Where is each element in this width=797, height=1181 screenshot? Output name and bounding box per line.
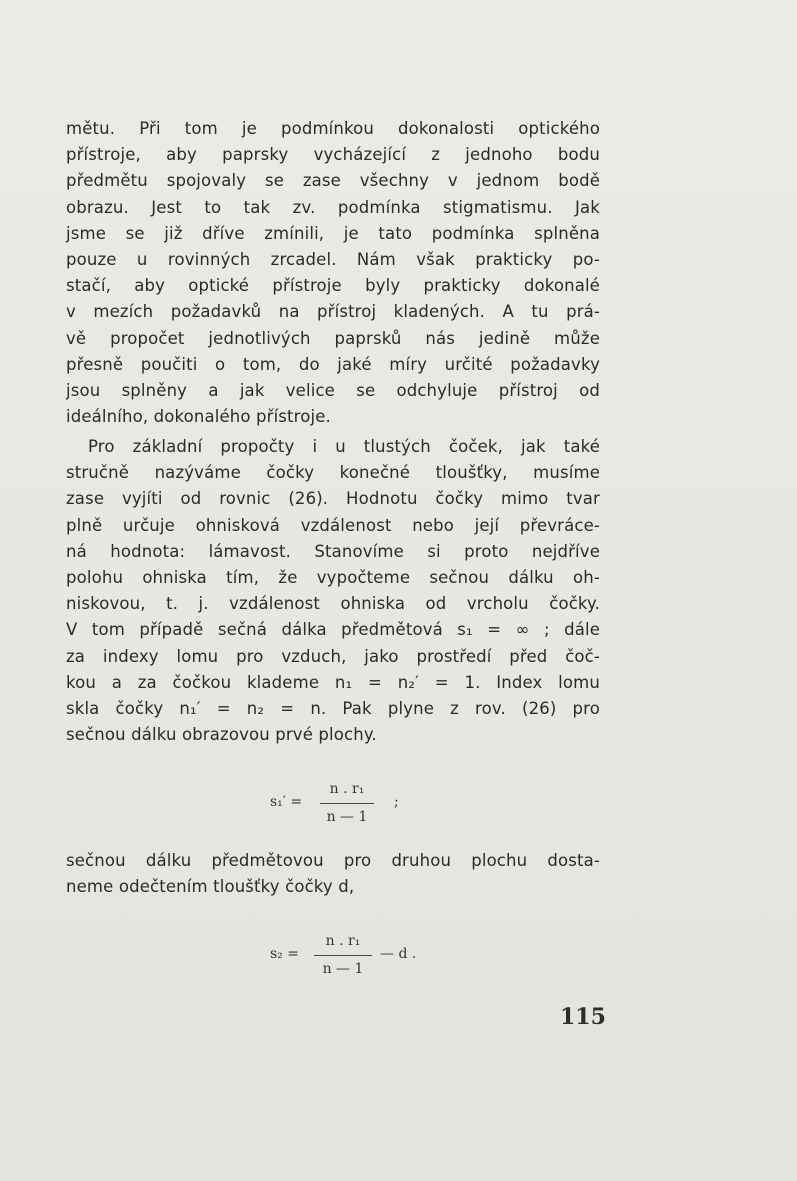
text-line: Pro základní propočty i u tlustých čoček, jak také	[88, 437, 600, 456]
text-line: ná hodnota: lámavost. Stanovíme si proto nejdříve	[66, 541, 600, 561]
text-line: přístroje, aby paprsky vycházející z jednoho bodu	[66, 145, 600, 165]
text-line: sečnou dálku předmětovou pro druhou plochu dosta-	[66, 851, 600, 870]
formula-denominator: n — 1	[322, 961, 364, 977]
text-line: mětu. Při tom je podmínkou dokonalosti optického	[66, 119, 600, 138]
formula-lhs: s₂ =	[270, 946, 299, 962]
text-line: v mezích požadavků na přístroj kladených. A tu prá-	[66, 302, 600, 322]
text-line: zase vyjíti od rovnic (26). Hodnotu čočky mimo tvar	[66, 489, 600, 509]
paragraph-3	[66, 848, 600, 900]
fraction-bar	[320, 803, 374, 804]
formula-denominator: n — 1	[326, 809, 368, 825]
text-line: polohu ohniska tím, že vypočteme sečnou dálku oh-	[66, 568, 600, 588]
text-line: vě propočet jednotlivých paprsků nás jedině může	[66, 328, 600, 348]
text-line: předmětu spojovaly se zase všechny v jednom bodě	[66, 171, 600, 191]
formula-numerator: n . r₁	[329, 781, 365, 797]
text-line: V tom případě sečná dálka předmětová s₁ = ∞ ; dále	[66, 620, 600, 640]
text-line: stručně nazýváme čočky konečné tloušťky, musíme	[66, 463, 600, 483]
text-line: stačí, aby optické přístroje byly prakticky dokonalé	[66, 276, 600, 296]
fraction-bar	[314, 955, 372, 956]
text-line: skla čočky n₁′ = n₂ = n. Pak plyne z rov. (26) pro	[66, 699, 600, 719]
text-line: ideálního, dokonalého přístroje.	[66, 407, 331, 427]
formula-numerator: n . r₁	[325, 933, 361, 949]
page-number: 115	[560, 1004, 606, 1030]
text-line: pouze u rovinných zrcadel. Nám však prakticky po-	[66, 250, 600, 270]
text-line: kou a za čočkou klademe n₁ = n₂′ = 1. Index lomu	[66, 672, 600, 692]
formula-2	[270, 930, 450, 986]
text-line: přesně poučiti o tom, do jaké míry určité požadavky	[66, 354, 600, 374]
paragraph-2	[66, 434, 600, 748]
formula-lhs: s₁′ =	[270, 794, 303, 810]
paragraph-1	[66, 116, 600, 430]
text-line: neme odečtením tloušťky čočky d,	[66, 877, 355, 897]
text-line: jsme se již dříve zmínili, je tato podmínka splněna	[66, 223, 600, 243]
text-line: obrazu. Jest to tak zv. podmínka stigmatismu. Jak	[66, 197, 600, 217]
text-line: jsou splněny a jak velice se odchyluje přístroj od	[66, 381, 600, 401]
formula-suffix: — d .	[380, 946, 417, 962]
formula-suffix: ;	[394, 794, 399, 810]
text-line: plně určuje ohnisková vzdálenost nebo její převráce-	[66, 515, 600, 535]
text-line: niskovou, t. j. vzdálenost ohniska od vrcholu čočky.	[66, 594, 600, 614]
text-line: sečnou dálku obrazovou prvé plochy.	[66, 725, 377, 745]
text-line: za indexy lomu pro vzduch, jako prostředí před čoč-	[66, 646, 600, 666]
formula-1	[270, 776, 410, 832]
